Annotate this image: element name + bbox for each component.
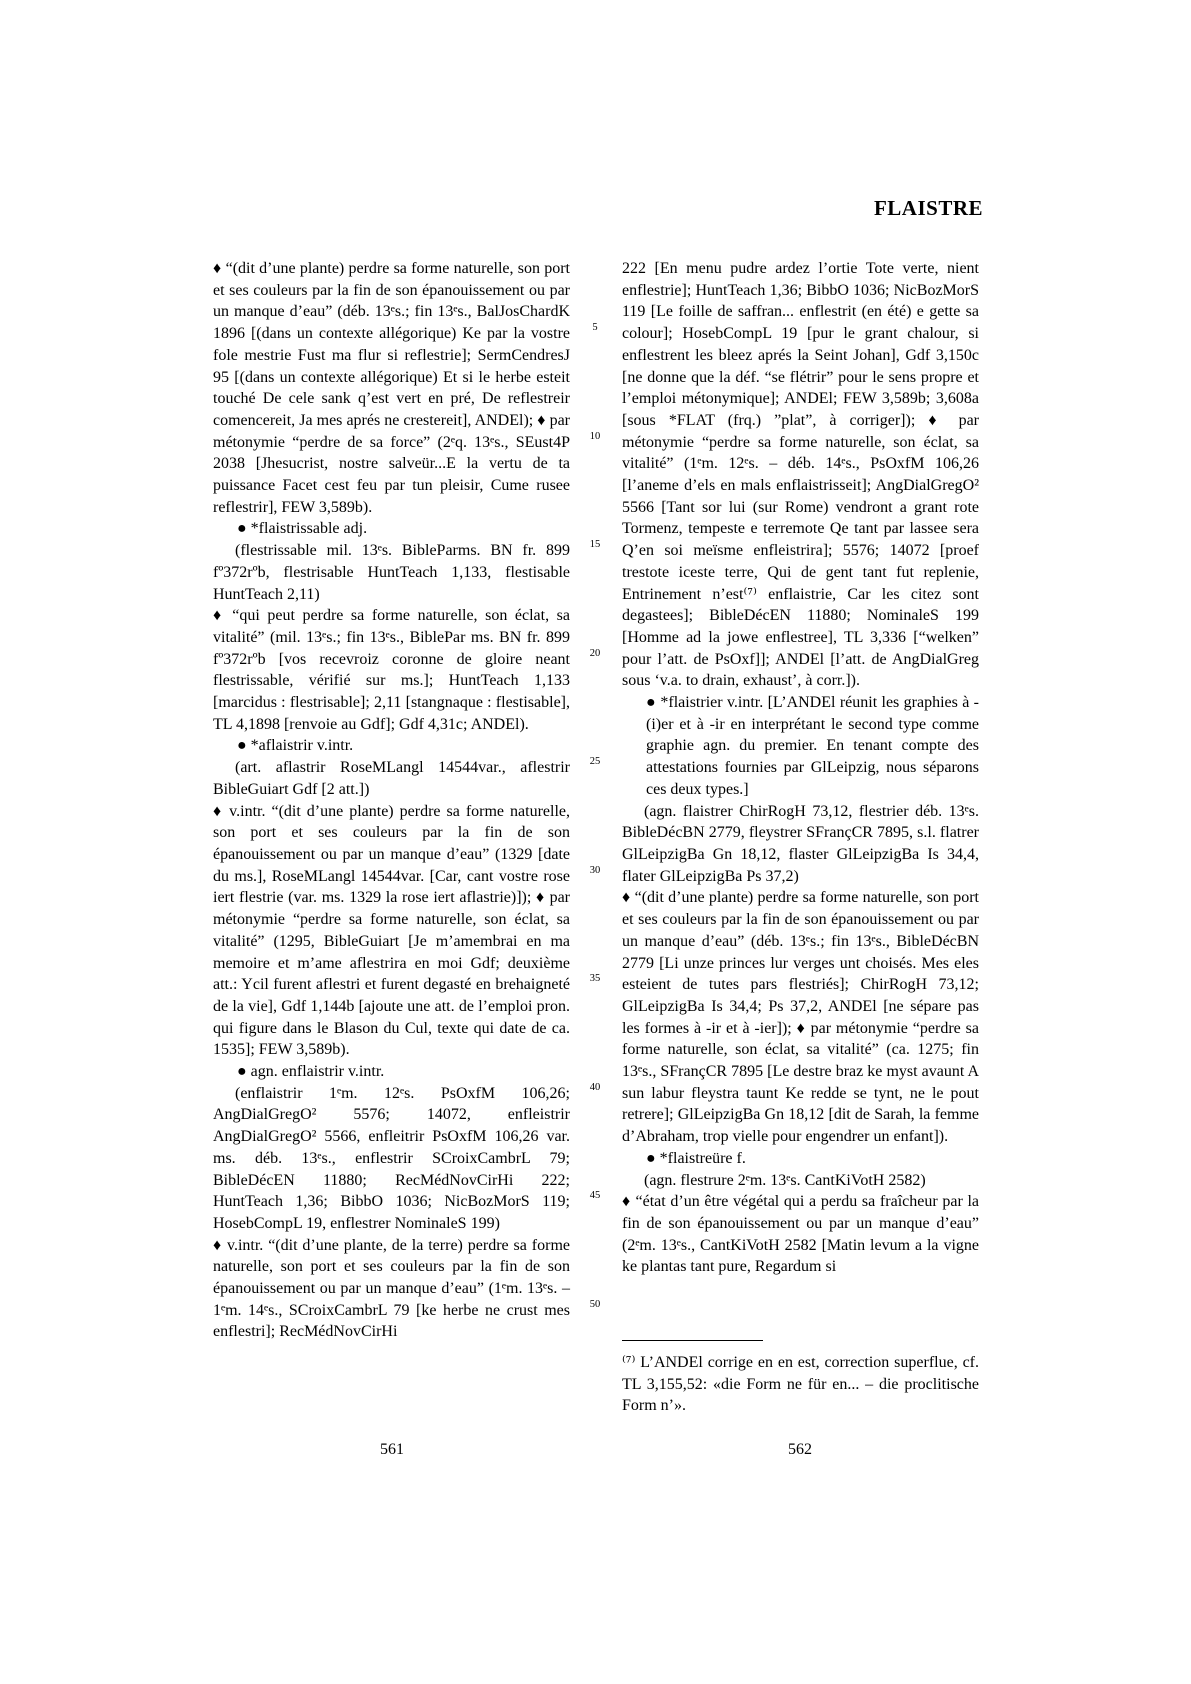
line-number: 15 bbox=[589, 539, 601, 550]
forms-paragraph: (agn. flaistrer ChirRogH 73,12, flestrier déb. 13ᵉs. BibleDécBN 2779, fleystrer SFrançCR 7895, s.l. flatrer GlLeipzigBa Gn 18,12, flaster GlLeipzigBa Is 34,4, flater GlLeipzigBa Ps 37,2) bbox=[622, 802, 979, 885]
line-number: 40 bbox=[589, 1082, 601, 1093]
headword-aflaistrir: ● *aflaistrir v.intr. bbox=[237, 737, 354, 755]
sense-paragraph: ♦ “état d’un être végétal qui a perdu sa fraîcheur par la fin de son épanouissement ou par un manque d’eau” (2ᵉm. 13ᵉs., CantKiVotH 2582 [Matin levum a la vigne ke plantas tant pure, Regardum si bbox=[622, 1193, 979, 1276]
sense-paragraph: ♦ “(dit d’une plante) perdre sa forme naturelle, son port et ses couleurs par la fin de son épanouissement ou par un manque d’eau” (déb. 13ᵉs.; fin 13ᵉs., BibleDécBN 2779 [Li unze princes lur verges unt choisés. Mes eles esteient de tutes pars flestriés]; ChirRogH 73,12; GlLeipzigBa Is 34,4; Ps 37,2, ANDEl [ne sépare pas les formes à -ir et à -ier]); ♦ par métonymie “perdre sa forme naturelle, son éclat, sa vitalité” (ca. 1275; fin 13ᵉs., SFrançCR 7895 [Le destre braz ke myst avaunt A sun labur fleystra taunt Ke redde se tynt, ne le pout retrere]; GlLeipzigBa Gn 18,12 [dit de Sarah, la femme d’Abraham, trop vielle pour engendrer un enfant]). bbox=[622, 889, 979, 1146]
line-number-gutter bbox=[584, 258, 606, 1310]
sense-paragraph: ♦ v.intr. “(dit d’une plante, de la terre) perdre sa forme naturelle, son port et ses couleurs par la fin de son épanouissement ou par un manque d’eau” (1ᵉm. 13ᵉs. – 1ᵉm. 14ᵉs., SCroixCambrL 79 [ke herbe ne crust mes enflestri]; RecMédNovCirHi bbox=[213, 1236, 570, 1341]
line-number: 35 bbox=[589, 973, 601, 984]
forms-paragraph: (agn. flestrure 2ᵉm. 13ᵉs. CantKiVotH 2582) bbox=[644, 1171, 926, 1189]
sense-paragraph: ♦ v.intr. “(dit d’une plante) perdre sa forme naturelle, son port et ses couleurs par la fin de son épanouissement ou par un manque d’eau” (1329 [date du ms.], RoseMLangl 14544var. [Car, cant vostre rose iert flestrie (var. ms. 1329 la rose iert aflastrie)]); ♦ par métonymie “perdre sa forme naturelle, son éclat, sa vitalité” (1295, BibleGuiart [Je m’amembrai en ma memoire et m’ame aflestrira en moi Gdf; deuxième att.: Ycil furent aflestri et furent degasté en brehaigneté de la vie], Gdf 1,144b [ajoute une att. de l’emploi pron. qui figure dans le Blason du Cul, texte qui date de ca. 1535]; FEW 3,589b). bbox=[213, 802, 570, 1059]
line-number: 20 bbox=[589, 648, 601, 659]
headword-flaistreure: ● *flaistreüre f. bbox=[646, 1149, 746, 1167]
forms-paragraph: (enflaistrir 1ᵉm. 12ᵉs. PsOxfM 106,26; AngDialGregO² 5576; 14072, enfleistrir AngDialGregO² 5566, enfleitrir PsOxfM 106,26 var. ms. déb. 13ᵉs., enflestrir SCroixCambrL 79; BibleDécEN 11880; RecMédNovCirHi 222; HuntTeach 1,36; BibbO 1036; NicBozMorS 119; HosebCompL 19, enflestrer NominaleS 199) bbox=[213, 1084, 570, 1232]
line-number: 50 bbox=[589, 1299, 601, 1310]
page-number-right: 562 bbox=[788, 1441, 812, 1458]
headword-flaistrissable: ● *flaistrissable adj. bbox=[237, 520, 368, 538]
left-column bbox=[213, 258, 570, 1343]
page-header-title: FLAISTRE bbox=[873, 196, 983, 220]
footnote: ⁽⁷⁾ L’ANDEl corrige en en est, correction superflue, cf. TL 3,155,52: «die Form ne für en... – die proclitische Form n’». bbox=[622, 1354, 979, 1415]
line-number: 5 bbox=[592, 322, 598, 333]
page-number-left: 561 bbox=[380, 1441, 404, 1458]
forms-paragraph: (art. aflastrir RoseMLangl 14544var., aflestrir BibleGuiart Gdf [2 att.]) bbox=[213, 759, 570, 798]
right-column bbox=[622, 258, 979, 1278]
headword-enflaistrir: ● agn. enflaistrir v.intr. bbox=[237, 1063, 385, 1081]
sense-paragraph: 222 [En menu pudre ardez l’ortie Tote verte, nient enflestrie]; HuntTeach 1,36; BibbO 1036; NicBozMorS 119 [Le foille de saffran... enflestrit (en été) e gette sa colour]; HosebCompL 19 [pur le grant chalour, si enflestrent les bleez aprés la Seint Johan], Gdf 3,150c [ne donne que la déf. “se flétrir” pour le sens propre et l’emploi métonymique]; ANDEl; FEW 3,589b; 3,608a [sous *FLAT (frq.) ”plat”, à corriger]); ♦ par métonymie “perdre sa forme naturelle, son éclat, sa vitalité” (1ᵉm. 12ᵉs. – déb. 14ᵉs., PsOxfM 106,26 [l’aneme d’els en mals enflaistrisseit]; AngDialGregO² 5566 [Tant sor lui (sur Rome) vendront a grant rote Tormenz, tempeste e terremote Qe tant par lassee sera Q’en soi meïsme enfleistrira]; 5576; 14072 [proef trestote iceste terre, Qui de gent tant fut replenie, Entrinement n’est⁽⁷⁾ enflaistrie, Car les citez sont degastees]; BibleDécEN 11880; NominaleS 199 [Homme ad la jowe enflestree], TL 3,336 [“welken” pour l’att. de PsOxf]]; ANDEl [l’att. de AngDialGreg sous ‘v.a. to drain, exhaust’, à corr.]). bbox=[622, 260, 979, 690]
headword-flaistrier: ● *flaistrier v.intr. [L’ANDEl réunit les graphies à -(i)er et à -ir en interprétant le second type comme graphie agn. du premier. En tenant compte des attestations fournies par GlLeipzig, nous séparons ces deux types.] bbox=[646, 694, 979, 798]
sense-paragraph: ♦ “qui peut perdre sa forme naturelle, son éclat, sa vitalité” (mil. 13ᵉs.; fin 13ᵉs., BiblePar ms. BN fr. 899 fº372rºb [vos recevroiz coronne de gloire neant flestrissable, vérifié sur ms.]; HuntTeach 1,133 [marcidus : flestrisable]; 2,11 [stangnaque : flestisable], TL 4,1898 [renvoie au Gdf]; Gdf 4,31c; ANDEl). bbox=[213, 607, 570, 733]
line-number: 30 bbox=[589, 865, 601, 876]
forms-paragraph: (flestrissable mil. 13ᵉs. BibleParms. BN fr. 899 fº372rºb, flestrisable HuntTeach 1,133, flestisable HuntTeach 2,11) bbox=[213, 542, 570, 603]
footnote-divider bbox=[622, 1340, 763, 1341]
line-number: 45 bbox=[589, 1190, 601, 1201]
line-number: 10 bbox=[589, 431, 601, 442]
sense-paragraph: ♦ “(dit d’une plante) perdre sa forme naturelle, son port et ses couleurs par la fin de son épanouissement ou par un manque d’eau” (déb. 13ᵉs.; fin 13ᵉs., BalJosChardK 1896 [(dans un contexte allégorique) Ke par la vostre fole mestrie Fust ma flur si reflestrie]; SermCendresJ 95 [(dans un contexte allégorique) Et si le herbe esteit touché De cele sank q’est vert en pré, De reflestreir comencereit, Ja mes aprés ne crestereit], ANDEl); ♦ par métonymie “perdre de sa force” (2ᵉq. 13ᵉs., SEust4P 2038 [Jhesucrist, nostre salveür...E la vertu de ta puissance Facet cest feu par tun pleisir, Cume rusee reflestrir], FEW 3,589b). bbox=[213, 260, 570, 516]
line-number: 25 bbox=[589, 756, 601, 767]
